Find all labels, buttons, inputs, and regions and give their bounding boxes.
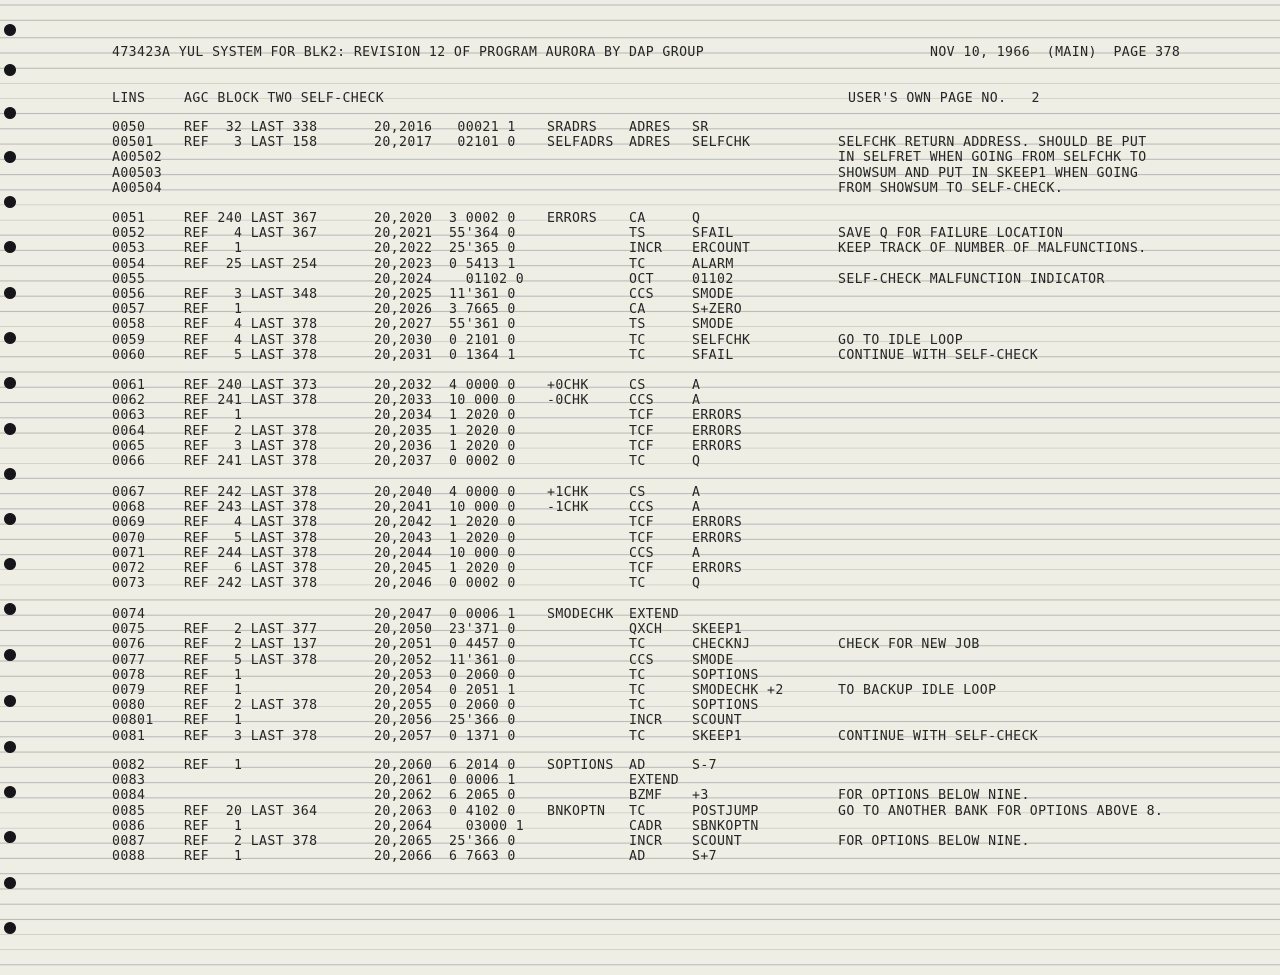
line-number: A00503 bbox=[112, 165, 163, 181]
line-number: 0062 bbox=[112, 393, 146, 409]
feed-hole-icon bbox=[4, 922, 16, 934]
operand: SMODE bbox=[692, 317, 734, 333]
line-number: 0080 bbox=[112, 698, 146, 714]
line-number: 0078 bbox=[112, 667, 146, 683]
operand: SFAIL bbox=[692, 347, 734, 363]
line-number: 0063 bbox=[112, 408, 146, 424]
ref-info: REF 5 LAST 378 bbox=[184, 530, 318, 546]
feed-hole-icon bbox=[4, 287, 16, 299]
ref-info: REF 3 LAST 378 bbox=[184, 438, 318, 454]
comment: CONTINUE WITH SELF-CHECK bbox=[838, 347, 1039, 363]
line-number: 0083 bbox=[112, 773, 146, 789]
ref-info: REF 2 LAST 377 bbox=[184, 622, 318, 638]
opcode: TS bbox=[629, 226, 646, 242]
opcode: EXTEND bbox=[629, 773, 680, 789]
address-code: 20,2033 10 000 0 bbox=[374, 393, 516, 409]
line-number: 0056 bbox=[112, 287, 146, 302]
label: SOPTIONS bbox=[547, 758, 614, 773]
line-number: 0088 bbox=[112, 849, 146, 865]
opcode: AD bbox=[629, 758, 646, 773]
operand: ERRORS bbox=[692, 438, 743, 454]
address-code: 20,2016 00021 1 bbox=[374, 120, 516, 135]
line-number: 00801 bbox=[112, 713, 154, 729]
operand: A bbox=[692, 393, 701, 409]
address-code: 20,2017 02101 0 bbox=[374, 135, 516, 151]
comment: IN SELFRET WHEN GOING FROM SELFCHK TO bbox=[838, 150, 1147, 166]
operand: ERRORS bbox=[692, 561, 743, 576]
opcode: ADRES bbox=[629, 120, 671, 135]
feed-hole-icon bbox=[4, 196, 16, 208]
line-number: 0053 bbox=[112, 241, 146, 257]
operand: POSTJUMP bbox=[692, 803, 759, 819]
operand: SBNKOPTN bbox=[692, 818, 759, 834]
ref-info: REF 242 LAST 378 bbox=[184, 485, 318, 500]
ref-info: REF 32 LAST 338 bbox=[184, 120, 318, 135]
ref-info: REF 1 bbox=[184, 758, 243, 773]
operand: A bbox=[692, 500, 701, 516]
label: -0CHK bbox=[547, 393, 589, 409]
address-code: 20,2064 03000 1 bbox=[374, 818, 525, 834]
ref-info: REF 240 LAST 367 bbox=[184, 211, 318, 226]
feed-hole-icon bbox=[4, 649, 16, 661]
opcode: OCT bbox=[629, 271, 655, 287]
ref-info: REF 4 LAST 378 bbox=[184, 515, 318, 531]
line-number: 0050 bbox=[112, 120, 146, 135]
line-number: 0061 bbox=[112, 378, 146, 393]
line-number: 0066 bbox=[112, 454, 146, 469]
operand: SMODE bbox=[692, 287, 734, 302]
operand: A bbox=[692, 378, 701, 393]
comment: CHECK FOR NEW JOB bbox=[838, 637, 980, 653]
opcode: TC bbox=[629, 698, 646, 714]
feed-hole-icon bbox=[4, 64, 16, 76]
label: SMODECHK bbox=[547, 607, 614, 622]
lins-header: LINS bbox=[112, 91, 146, 106]
line-number: 0055 bbox=[112, 271, 146, 287]
address-code: 20,2054 0 2051 1 bbox=[374, 683, 516, 698]
label: SELFADRS bbox=[547, 135, 614, 151]
line-number: 0084 bbox=[112, 788, 146, 804]
address-code: 20,2044 10 000 0 bbox=[374, 545, 516, 561]
opcode: TCF bbox=[629, 408, 655, 424]
line-number: 0077 bbox=[112, 652, 146, 668]
opcode: TCF bbox=[629, 423, 655, 439]
opcode: CADR bbox=[629, 818, 663, 834]
line-number: 0051 bbox=[112, 211, 146, 226]
opcode: ADRES bbox=[629, 135, 671, 151]
comment: SELF-CHECK MALFUNCTION INDICATOR bbox=[838, 271, 1105, 287]
address-code: 20,2045 1 2020 0 bbox=[374, 561, 516, 576]
operand: SMODE bbox=[692, 652, 734, 668]
line-number: 0060 bbox=[112, 347, 146, 363]
operand: Q bbox=[692, 211, 701, 226]
opcode: TC bbox=[629, 454, 646, 469]
comment: TO BACKUP IDLE LOOP bbox=[838, 683, 997, 698]
ref-info: REF 1 bbox=[184, 302, 243, 318]
address-code: 20,2063 0 4102 0 bbox=[374, 803, 516, 819]
address-code: 20,2036 1 2020 0 bbox=[374, 438, 516, 454]
line-number: 0075 bbox=[112, 622, 146, 638]
opcode: TC bbox=[629, 803, 646, 819]
line-number: 0058 bbox=[112, 317, 146, 333]
comment: FROM SHOWSUM TO SELF-CHECK. bbox=[838, 180, 1064, 196]
ref-info: REF 1 bbox=[184, 713, 243, 729]
opcode: BZMF bbox=[629, 788, 663, 804]
operand: A bbox=[692, 485, 701, 500]
address-code: 20,2043 1 2020 0 bbox=[374, 530, 516, 546]
ref-info: REF 25 LAST 254 bbox=[184, 256, 318, 272]
address-code: 20,2047 0 0006 1 bbox=[374, 607, 516, 622]
ref-info: REF 241 LAST 378 bbox=[184, 454, 318, 469]
page-title: 473423A YUL SYSTEM FOR BLK2: REVISION 12 OF PROGRAM AURORA BY DAP GROUP bbox=[112, 45, 705, 60]
line-number: 0057 bbox=[112, 302, 146, 318]
feed-hole-icon bbox=[4, 24, 16, 36]
address-code: 20,2057 0 1371 0 bbox=[374, 728, 516, 744]
address-code: 20,2022 25'365 0 bbox=[374, 241, 516, 257]
line-number: A00502 bbox=[112, 150, 163, 166]
ref-info: REF 2 LAST 378 bbox=[184, 834, 318, 849]
opcode: TC bbox=[629, 637, 646, 653]
ref-info: REF 6 LAST 378 bbox=[184, 561, 318, 576]
operand: Q bbox=[692, 576, 701, 592]
opcode: EXTEND bbox=[629, 607, 680, 622]
ref-info: REF 2 LAST 137 bbox=[184, 637, 318, 653]
address-code: 20,2030 0 2101 0 bbox=[374, 332, 516, 348]
operand: CHECKNJ bbox=[692, 637, 751, 653]
address-code: 20,2040 4 0000 0 bbox=[374, 485, 516, 500]
address-code: 20,2065 25'366 0 bbox=[374, 834, 516, 849]
ref-info: REF 1 bbox=[184, 683, 243, 698]
ref-info: REF 1 bbox=[184, 408, 243, 424]
opcode: TC bbox=[629, 347, 646, 363]
operand: S+ZERO bbox=[692, 302, 743, 318]
block-title: AGC BLOCK TWO SELF-CHECK bbox=[184, 91, 385, 106]
operand: ERRORS bbox=[692, 408, 743, 424]
operand: SKEEP1 bbox=[692, 728, 743, 744]
address-code: 20,2062 6 2065 0 bbox=[374, 788, 516, 804]
operand: SR bbox=[692, 120, 709, 135]
operand: SCOUNT bbox=[692, 713, 743, 729]
line-number: 0086 bbox=[112, 818, 146, 834]
address-code: 20,2046 0 0002 0 bbox=[374, 576, 516, 592]
address-code: 20,2066 6 7663 0 bbox=[374, 849, 516, 865]
ref-info: REF 1 bbox=[184, 241, 243, 257]
address-code: 20,2055 0 2060 0 bbox=[374, 698, 516, 714]
ref-info: REF 1 bbox=[184, 849, 243, 865]
opcode: CCS bbox=[629, 545, 655, 561]
opcode: CCS bbox=[629, 287, 655, 302]
label: +1CHK bbox=[547, 485, 589, 500]
line-number: 0064 bbox=[112, 423, 146, 439]
address-code: 20,2021 55'364 0 bbox=[374, 226, 516, 242]
ref-info: REF 242 LAST 378 bbox=[184, 576, 318, 592]
line-number: 0059 bbox=[112, 332, 146, 348]
operand: SELFCHK bbox=[692, 135, 751, 151]
line-number: 0073 bbox=[112, 576, 146, 592]
opcode: TC bbox=[629, 728, 646, 744]
address-code: 20,2053 0 2060 0 bbox=[374, 667, 516, 683]
line-number: 0052 bbox=[112, 226, 146, 242]
opcode: CCS bbox=[629, 393, 655, 409]
ref-info: REF 4 LAST 378 bbox=[184, 332, 318, 348]
address-code: 20,2061 0 0006 1 bbox=[374, 773, 516, 789]
feed-hole-icon bbox=[4, 377, 16, 389]
line-number: 0082 bbox=[112, 758, 146, 773]
opcode: CCS bbox=[629, 500, 655, 516]
feed-hole-icon bbox=[4, 423, 16, 435]
address-code: 20,2056 25'366 0 bbox=[374, 713, 516, 729]
operand: +3 bbox=[692, 788, 709, 804]
opcode: TC bbox=[629, 576, 646, 592]
feed-hole-icon bbox=[4, 877, 16, 889]
address-code: 20,2020 3 0002 0 bbox=[374, 211, 516, 226]
operand: ERRORS bbox=[692, 530, 743, 546]
opcode: TCF bbox=[629, 561, 655, 576]
ref-info: REF 1 bbox=[184, 667, 243, 683]
ref-info: REF 1 bbox=[184, 818, 243, 834]
ref-info: REF 243 LAST 378 bbox=[184, 500, 318, 516]
address-code: 20,2026 3 7665 0 bbox=[374, 302, 516, 318]
operand: Q bbox=[692, 454, 701, 469]
label: BNKOPTN bbox=[547, 803, 606, 819]
line-number: 0076 bbox=[112, 637, 146, 653]
opcode: CA bbox=[629, 211, 646, 226]
address-code: 20,2060 6 2014 0 bbox=[374, 758, 516, 773]
operand: S+7 bbox=[692, 849, 718, 865]
feed-hole-icon bbox=[4, 831, 16, 843]
feed-hole-icon bbox=[4, 241, 16, 253]
comment: FOR OPTIONS BELOW NINE. bbox=[838, 834, 1030, 849]
operand: ERRORS bbox=[692, 515, 743, 531]
feed-hole-icon bbox=[4, 786, 16, 798]
address-code: 20,2032 4 0000 0 bbox=[374, 378, 516, 393]
operand: S-7 bbox=[692, 758, 718, 773]
label: -1CHK bbox=[547, 500, 589, 516]
opcode: CS bbox=[629, 485, 646, 500]
line-number: 0069 bbox=[112, 515, 146, 531]
opcode: INCR bbox=[629, 241, 663, 257]
line-number: 0074 bbox=[112, 607, 146, 622]
address-code: 20,2042 1 2020 0 bbox=[374, 515, 516, 531]
operand: SELFCHK bbox=[692, 332, 751, 348]
comment: SAVE Q FOR FAILURE LOCATION bbox=[838, 226, 1064, 242]
line-number: 0054 bbox=[112, 256, 146, 272]
operand: SMODECHK +2 bbox=[692, 683, 784, 698]
line-number: 0068 bbox=[112, 500, 146, 516]
operand: ALARM bbox=[692, 256, 734, 272]
operand: ERRORS bbox=[692, 423, 743, 439]
address-code: 20,2031 0 1364 1 bbox=[374, 347, 516, 363]
line-number: 0079 bbox=[112, 683, 146, 698]
address-code: 20,2035 1 2020 0 bbox=[374, 423, 516, 439]
ref-info: REF 241 LAST 378 bbox=[184, 393, 318, 409]
line-number: 0070 bbox=[112, 530, 146, 546]
opcode: TC bbox=[629, 256, 646, 272]
comment: FOR OPTIONS BELOW NINE. bbox=[838, 788, 1030, 804]
feed-hole-icon bbox=[4, 603, 16, 615]
ref-info: REF 240 LAST 373 bbox=[184, 378, 318, 393]
operand: SOPTIONS bbox=[692, 667, 759, 683]
ref-info: REF 5 LAST 378 bbox=[184, 347, 318, 363]
operand: SOPTIONS bbox=[692, 698, 759, 714]
address-code: 20,2037 0 0002 0 bbox=[374, 454, 516, 469]
address-code: 20,2050 23'371 0 bbox=[374, 622, 516, 638]
comment: GO TO ANOTHER BANK FOR OPTIONS ABOVE 8. bbox=[838, 803, 1164, 819]
opcode: AD bbox=[629, 849, 646, 865]
ref-info: REF 2 LAST 378 bbox=[184, 423, 318, 439]
line-number: 0085 bbox=[112, 803, 146, 819]
operand: ERCOUNT bbox=[692, 241, 751, 257]
address-code: 20,2023 0 5413 1 bbox=[374, 256, 516, 272]
ref-info: REF 4 LAST 367 bbox=[184, 226, 318, 242]
address-code: 20,2024 01102 0 bbox=[374, 271, 525, 287]
opcode: CCS bbox=[629, 652, 655, 668]
ref-info: REF 4 LAST 378 bbox=[184, 317, 318, 333]
line-number: 0071 bbox=[112, 545, 146, 561]
opcode: QXCH bbox=[629, 622, 663, 638]
comment: SHOWSUM AND PUT IN SKEEP1 WHEN GOING bbox=[838, 165, 1139, 181]
ref-info: REF 244 LAST 378 bbox=[184, 545, 318, 561]
address-code: 20,2027 55'361 0 bbox=[374, 317, 516, 333]
line-number: 0072 bbox=[112, 561, 146, 576]
ref-info: REF 3 LAST 378 bbox=[184, 728, 318, 744]
opcode: TCF bbox=[629, 530, 655, 546]
ref-info: REF 3 LAST 158 bbox=[184, 135, 318, 151]
opcode: TCF bbox=[629, 438, 655, 454]
address-code: 20,2034 1 2020 0 bbox=[374, 408, 516, 424]
opcode: TC bbox=[629, 683, 646, 698]
feed-hole-icon bbox=[4, 695, 16, 707]
operand: SKEEP1 bbox=[692, 622, 743, 638]
opcode: TC bbox=[629, 667, 646, 683]
feed-hole-icon bbox=[4, 468, 16, 480]
address-code: 20,2051 0 4457 0 bbox=[374, 637, 516, 653]
opcode: CS bbox=[629, 378, 646, 393]
user-page-number: USER'S OWN PAGE NO. 2 bbox=[848, 91, 1040, 106]
feed-hole-icon bbox=[4, 513, 16, 525]
ref-info: REF 3 LAST 348 bbox=[184, 287, 318, 302]
comment: SELFCHK RETURN ADDRESS. SHOULD BE PUT bbox=[838, 135, 1147, 151]
address-code: 20,2025 11'361 0 bbox=[374, 287, 516, 302]
line-number: A00504 bbox=[112, 180, 163, 196]
label: +0CHK bbox=[547, 378, 589, 393]
feed-hole-icon bbox=[4, 558, 16, 570]
operand: SFAIL bbox=[692, 226, 734, 242]
feed-hole-icon bbox=[4, 151, 16, 163]
comment: KEEP TRACK OF NUMBER OF MALFUNCTIONS. bbox=[838, 241, 1147, 257]
ref-info: REF 5 LAST 378 bbox=[184, 652, 318, 668]
label: ERRORS bbox=[547, 211, 598, 226]
ref-info: REF 2 LAST 378 bbox=[184, 698, 318, 714]
feed-hole-icon bbox=[4, 332, 16, 344]
feed-hole-icon bbox=[4, 107, 16, 119]
opcode: INCR bbox=[629, 834, 663, 849]
operand: 01102 bbox=[692, 271, 734, 287]
operand: SCOUNT bbox=[692, 834, 743, 849]
opcode: TC bbox=[629, 332, 646, 348]
comment: GO TO IDLE LOOP bbox=[838, 332, 964, 348]
operand: A bbox=[692, 545, 701, 561]
line-number: 00501 bbox=[112, 135, 154, 151]
line-number: 0067 bbox=[112, 485, 146, 500]
line-number: 0081 bbox=[112, 728, 146, 744]
opcode: TS bbox=[629, 317, 646, 333]
address-code: 20,2041 10 000 0 bbox=[374, 500, 516, 516]
opcode: TCF bbox=[629, 515, 655, 531]
address-code: 20,2052 11'361 0 bbox=[374, 652, 516, 668]
line-number: 0087 bbox=[112, 834, 146, 849]
comment: CONTINUE WITH SELF-CHECK bbox=[838, 728, 1039, 744]
opcode: INCR bbox=[629, 713, 663, 729]
feed-hole-icon bbox=[4, 741, 16, 753]
ref-info: REF 20 LAST 364 bbox=[184, 803, 318, 819]
opcode: CA bbox=[629, 302, 646, 318]
label: SRADRS bbox=[547, 120, 598, 135]
date-page-number: NOV 10, 1966 (MAIN) PAGE 378 bbox=[930, 45, 1181, 60]
line-number: 0065 bbox=[112, 438, 146, 454]
